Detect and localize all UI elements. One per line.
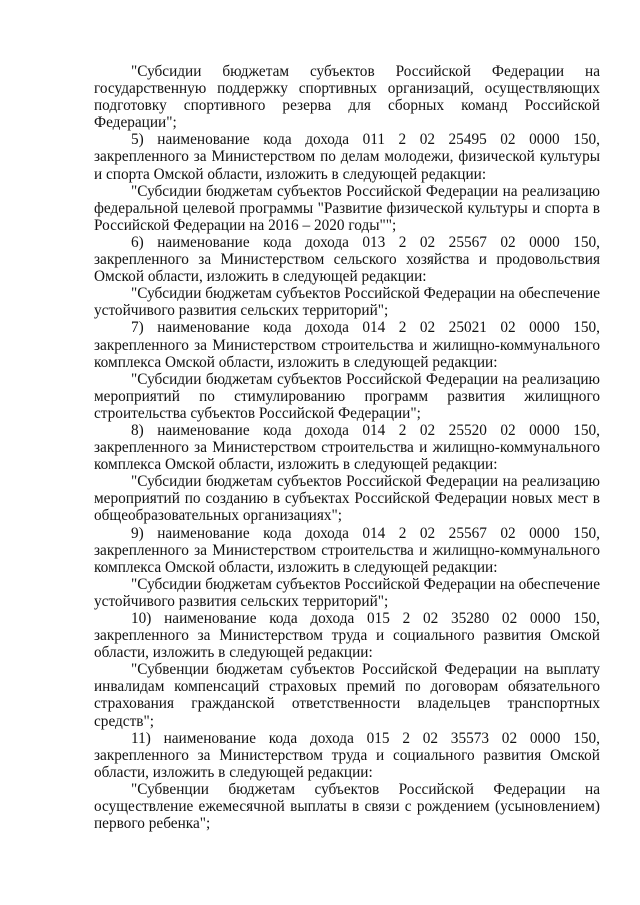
paragraph-item-7: 7) наименование кода дохода 014 2 02 25021 02 0000 150, закрепленного за Министерством строительства и жилищно-коммунального комплекса Омской области, изложить в следующей редакции: — [94, 319, 600, 371]
document-body — [94, 63, 600, 832]
paragraph-item-11: 11) наименование кода дохода 015 2 02 35573 02 0000 150, закрепленного за Министерством труда и социального развития Омской области, изложить в следующей редакции: — [94, 729, 600, 781]
paragraph-subsidy-school-places: "Субсидии бюджетам субъектов Российской Федерации на реализацию мероприятий по созданию в субъектах Российской Федерации новых мест в общеобразовательных организациях"; — [94, 473, 600, 525]
paragraph-subsidy-federal-program: "Субсидии бюджетам субъектов Российской Федерации на реализацию федеральной целевой программы "Развитие физической культуры и спорта в Российской Федерации на 2016 – 2020 годы""; — [94, 182, 600, 234]
paragraph-item-8: 8) наименование кода дохода 014 2 02 25520 02 0000 150, закрепленного за Министерством строительства и жилищно-коммунального комплекса Омской области, изложить в следующей редакции: — [94, 421, 600, 474]
paragraph-item-9: 9) наименование кода дохода 014 2 02 25567 02 0000 150, закрепленного за Министерством строительства и жилищно-коммунального комплекса Омской области, изложить в следующей редакции: — [94, 524, 600, 576]
paragraph-item-10: 10) наименование кода дохода 015 2 02 35280 02 0000 150, закрепленного за Министерством труда и социального развития Омской области, изложить в следующей редакции: — [94, 610, 600, 662]
paragraph-item-6: 6) наименование кода дохода 013 2 02 25567 02 0000 150, закрепленного за Министерством сельского хозяйства и продовольствия Омской области, изложить в следующей редакции: — [94, 233, 600, 286]
paragraph-subsidy-sport-reserve: "Субсидии бюджетам субъектов Российской Федерации на государственную поддержку спортивных организаций, осуществляющих подготовку спортивного резерва для сборных команд Российской Федерации"; — [94, 63, 600, 132]
paragraph-subsidy-rural-development-2: "Субсидии бюджетам субъектов Российской Федерации на обеспечение устойчивого развития сельских территорий"; — [94, 575, 600, 610]
paragraph-item-5: 5) наименование кода дохода 011 2 02 25495 02 0000 150, закрепленного за Министерством по делам молодежи, физической культуры и спорта Омской области, изложить в следующей редакции: — [94, 131, 600, 183]
paragraph-subvention-first-child: "Субвенции бюджетам субъектов Российской Федерации на осуществление ежемесячной выплаты в связи с рождением (усыновлением) первого ребенка"; — [94, 780, 600, 833]
paragraph-subsidy-rural-development: "Субсидии бюджетам субъектов Российской Федерации на обеспечение устойчивого развития сельских территорий"; — [94, 285, 600, 320]
paragraph-subsidy-housing-construction: "Субсидии бюджетам субъектов Российской Федерации на реализацию мероприятий по стимулированию программ развития жилищного строительства субъектов Российской Федерации"; — [94, 370, 600, 422]
paragraph-subvention-insurance: "Субвенции бюджетам субъектов Российской Федерации на выплату инвалидам компенсаций страховых премий по договорам обязательного страхования гражданской ответственности владельцев транспортных средств"; — [94, 661, 600, 730]
